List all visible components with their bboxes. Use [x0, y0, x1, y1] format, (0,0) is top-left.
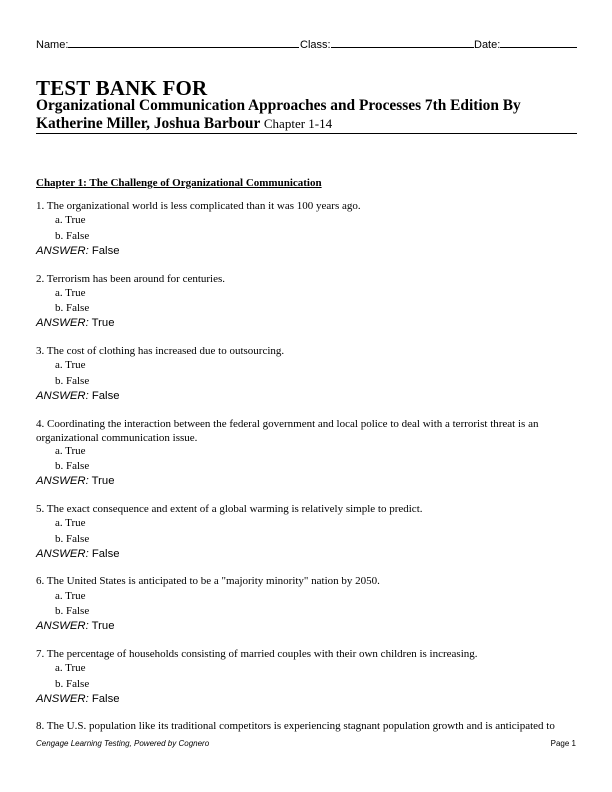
- answer-value: True: [91, 620, 115, 632]
- document-subtitle: [36, 97, 576, 133]
- answer-value: False: [91, 245, 120, 257]
- answer-label: ANSWER:: [36, 620, 89, 632]
- question-2-option-a: a. True: [55, 287, 86, 299]
- chapter-range: Chapter 1-14: [263, 116, 333, 131]
- question-5: 5. The exact consequence and extent of a global warming is relatively simple to predict.: [36, 503, 423, 515]
- class-blank: [331, 36, 474, 48]
- question-1-option-b: b. False: [55, 230, 90, 242]
- class-field: [300, 36, 474, 51]
- question-6-answer: [36, 620, 114, 632]
- name-label: Name:: [36, 39, 69, 51]
- question-2: 2. Terrorism has been around for centuries.: [36, 273, 226, 285]
- name-field: [36, 36, 299, 51]
- name-blank: [68, 36, 299, 48]
- chapter-heading: Chapter 1: The Challenge of Organizational Communication: [36, 177, 322, 189]
- question-7: 7. The percentage of households consisting of married couples with their own children is increasing.: [36, 648, 478, 660]
- footer-credit: Cengage Learning Testing, Powered by Cognero: [36, 739, 210, 748]
- question-4: 4. Coordinating the interaction between the federal government and local police to deal with a terrorist threat is an organizational communication issue.: [36, 418, 539, 444]
- question-4-option-a: a. True: [55, 445, 86, 457]
- answer-value: False: [91, 693, 120, 705]
- book-title: Organizational Communication Approaches and Processes 7th Edition By Katherine Miller, Joshua Barbour: [36, 97, 521, 132]
- page-number: Page 1: [550, 739, 576, 748]
- question-6-option-b: b. False: [55, 605, 90, 617]
- answer-value: True: [91, 475, 115, 487]
- answer-label: ANSWER:: [36, 548, 89, 560]
- question-7-answer: [36, 693, 120, 705]
- date-label: Date:: [474, 39, 501, 51]
- answer-value: False: [91, 390, 120, 402]
- question-3: 3. The cost of clothing has increased due to outsourcing.: [36, 345, 285, 357]
- answer-label: ANSWER:: [36, 693, 89, 705]
- question-5-option-b: b. False: [55, 533, 90, 545]
- answer-label: ANSWER:: [36, 317, 89, 329]
- question-2-option-b: b. False: [55, 302, 90, 314]
- answer-label: ANSWER:: [36, 245, 89, 257]
- date-blank: [500, 36, 577, 48]
- question-3-answer: [36, 390, 120, 402]
- question-8: 8. The U.S. population like its traditional competitors is experiencing stagnant population growth and is anticipated to: [36, 720, 555, 732]
- title-divider: [36, 133, 577, 134]
- date-field: [474, 36, 577, 51]
- question-4-answer: [36, 475, 114, 487]
- question-7-option-a: a. True: [55, 662, 86, 674]
- document-title: TEST BANK FOR: [36, 76, 208, 100]
- class-label: Class:: [300, 39, 331, 51]
- answer-value: False: [91, 548, 120, 560]
- question-4-option-b: b. False: [55, 460, 90, 472]
- question-6-option-a: a. True: [55, 590, 86, 602]
- question-7-option-b: b. False: [55, 678, 90, 690]
- question-3-option-a: a. True: [55, 359, 86, 371]
- answer-label: ANSWER:: [36, 390, 89, 402]
- question-5-option-a: a. True: [55, 517, 86, 529]
- question-5-answer: [36, 548, 120, 560]
- question-1: 1. The organizational world is less complicated than it was 100 years ago.: [36, 200, 361, 212]
- question-6: 6. The United States is anticipated to be a "majority minority" nation by 2050.: [36, 575, 380, 587]
- question-2-answer: [36, 317, 114, 329]
- question-3-option-b: b. False: [55, 375, 90, 387]
- question-1-option-a: a. True: [55, 214, 86, 226]
- answer-label: ANSWER:: [36, 475, 89, 487]
- answer-value: True: [91, 317, 115, 329]
- question-1-answer: [36, 245, 120, 257]
